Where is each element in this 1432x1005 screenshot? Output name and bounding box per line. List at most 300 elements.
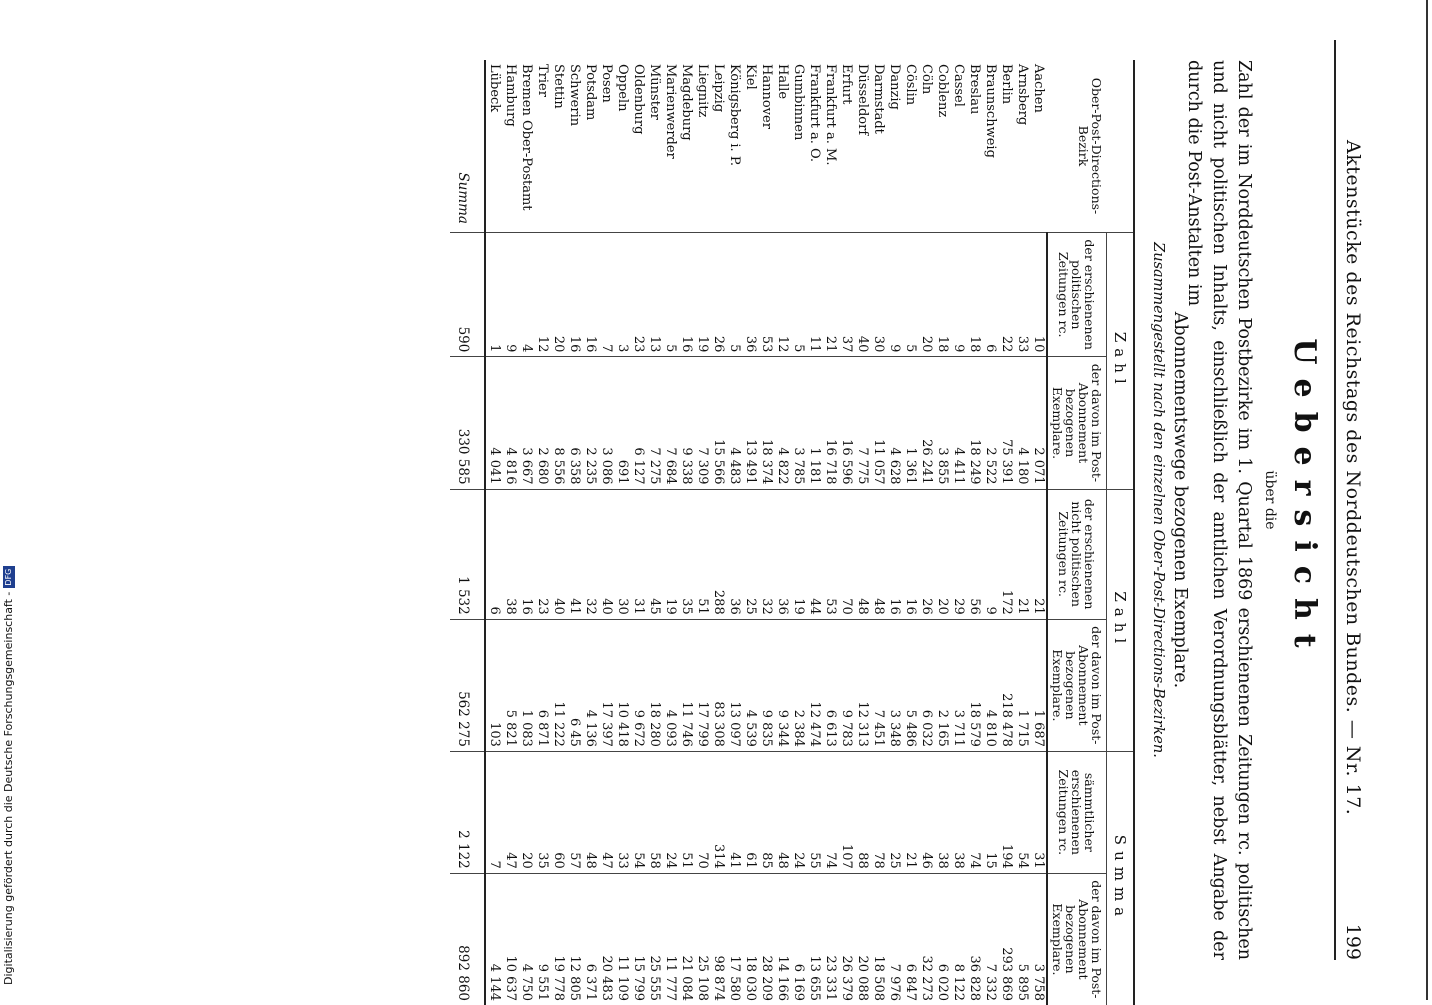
cell-c: 35 xyxy=(678,489,694,619)
cell-d: 3 348 xyxy=(886,619,902,751)
cell-b: 3 667 xyxy=(518,357,534,489)
district-name: Breslau xyxy=(967,64,982,115)
cell-a: 13 xyxy=(646,233,662,357)
cell-b: 16 718 xyxy=(822,357,838,489)
cell-d: 9 344 xyxy=(774,619,790,751)
district-name: Marienwerder xyxy=(663,64,678,159)
cell-f: 32 273 xyxy=(918,873,934,1005)
cell-e: 194 xyxy=(998,751,1014,873)
cell-b: 2 680 xyxy=(534,357,550,489)
cell-c: 31 xyxy=(630,489,646,619)
cell-f: 10 637 xyxy=(502,873,518,1005)
district-name: Gumbinnen xyxy=(791,64,806,141)
table-row xyxy=(966,60,982,1005)
cell-c: 41 xyxy=(566,489,582,619)
cell-b: 6 358 xyxy=(566,357,582,489)
cell-e: 46 xyxy=(918,751,934,873)
cell-b: 8 556 xyxy=(550,357,566,489)
district-name: Cassel xyxy=(951,64,966,107)
cell-c: 19 xyxy=(790,489,806,619)
cell-e: 74 xyxy=(822,751,838,873)
cell-e: 41 xyxy=(726,751,742,873)
cell-f: 21 084 xyxy=(678,873,694,1005)
cell-d: 6 032 xyxy=(918,619,934,751)
cell-a: 9 xyxy=(502,233,518,357)
cell-e: 33 xyxy=(614,751,630,873)
cell-d: 17 799 xyxy=(694,619,710,751)
cell-f: 18 508 xyxy=(870,873,886,1005)
table-row xyxy=(726,60,742,1005)
cell-d: 12 474 xyxy=(806,619,822,751)
cell-a: 9 xyxy=(950,233,966,357)
table-row xyxy=(518,60,534,1005)
cell-f: 11 777 xyxy=(662,873,678,1005)
sum-label: Summa xyxy=(450,60,485,233)
description-end: Abonnementswege bezogenen Exemplare. xyxy=(1170,311,1190,689)
cell-a: 12 xyxy=(534,233,550,357)
cell-f: 6 371 xyxy=(582,873,598,1005)
cell-d: 103 xyxy=(485,619,502,751)
cell-d: 2 384 xyxy=(790,619,806,751)
cell-a: 19 xyxy=(694,233,710,357)
cell-c: 19 xyxy=(662,489,678,619)
cell-c: 9 xyxy=(982,489,998,619)
district-name: Berlin xyxy=(999,64,1014,105)
table-row xyxy=(774,60,790,1005)
cell-d: 4 810 xyxy=(982,619,998,751)
district-name: Frankfurt a. O. xyxy=(807,64,822,163)
header-group-total: Summa xyxy=(1107,751,1135,1005)
cell-e: 24 xyxy=(662,751,678,873)
table-row xyxy=(902,60,918,1005)
cell-d: 2 165 xyxy=(934,619,950,751)
cell-d: 12 313 xyxy=(854,619,870,751)
cell-a: 1 xyxy=(485,233,502,357)
cell-c: 21 xyxy=(1014,489,1030,619)
header-col-b: der davon im Post-Abonnement bezogenen Exemplare. xyxy=(1047,357,1107,489)
table-row xyxy=(502,60,518,1005)
cell-b: 4 822 xyxy=(774,357,790,489)
district-name: Trier xyxy=(535,64,550,97)
table-row xyxy=(790,60,806,1005)
district-name: Danzig xyxy=(887,64,902,110)
cell-b: 7 275 xyxy=(646,357,662,489)
table-row xyxy=(694,60,710,1005)
cell-b: 15 566 xyxy=(710,357,726,489)
cell-b: 691 xyxy=(614,357,630,489)
cell-f: 17 580 xyxy=(726,873,742,1005)
table-row xyxy=(662,60,678,1005)
table-row xyxy=(646,60,662,1005)
district-name: Leipzig xyxy=(711,64,726,113)
district-name: Kiel xyxy=(743,64,758,90)
cell-b: 4 180 xyxy=(1014,357,1030,489)
cell-f: 25 555 xyxy=(646,873,662,1005)
cell-d: 4 136 xyxy=(582,619,598,751)
cell-f: 23 331 xyxy=(822,873,838,1005)
cell-d: 1 083 xyxy=(518,619,534,751)
cell-b: 4 816 xyxy=(502,357,518,489)
cell-f: 19 778 xyxy=(550,873,566,1005)
cell-b: 16 596 xyxy=(838,357,854,489)
cell-f: 26 379 xyxy=(838,873,854,1005)
table-row xyxy=(566,60,582,1005)
cell-a: 11 xyxy=(806,233,822,357)
table-row xyxy=(982,60,998,1005)
cell-f: 6 020 xyxy=(934,873,950,1005)
district-name: Stettin xyxy=(551,64,566,109)
cell-e: 20 xyxy=(518,751,534,873)
table-row xyxy=(934,60,950,1005)
district-name: Schwerin xyxy=(567,64,582,127)
district-name: Oppeln xyxy=(615,64,630,112)
cell-e: 314 xyxy=(710,751,726,873)
cell-e: 74 xyxy=(966,751,982,873)
cell-e: 47 xyxy=(598,751,614,873)
cell-f: 28 209 xyxy=(758,873,774,1005)
cell-f: 9 551 xyxy=(534,873,550,1005)
table-row xyxy=(550,60,566,1005)
header-group-nonpolitical: Zahl xyxy=(1107,489,1135,751)
cell-a: 5 xyxy=(790,233,806,357)
cell-a: 16 xyxy=(582,233,598,357)
header-col-a: der erschienenen politischen Zeitungen rc. xyxy=(1047,233,1107,357)
district-name: Düsseldorf xyxy=(855,64,870,136)
cell-a: 10 xyxy=(1030,233,1047,357)
cell-e: 107 xyxy=(838,751,854,873)
cell-c: 32 xyxy=(758,489,774,619)
cell-a: 9 xyxy=(886,233,902,357)
cell-b: 9 338 xyxy=(678,357,694,489)
sum-cell-e: 2 122 xyxy=(450,751,485,873)
cell-e: 31 xyxy=(1030,751,1047,873)
cell-a: 20 xyxy=(550,233,566,357)
cell-f: 18 030 xyxy=(742,873,758,1005)
credit-text: Digitalisierung gefördert durch die Deutsche Forschungsgemeinschaft - xyxy=(2,591,15,985)
cell-a: 33 xyxy=(1014,233,1030,357)
cell-c: 36 xyxy=(774,489,790,619)
cell-d: 18 280 xyxy=(646,619,662,751)
cell-b: 26 241 xyxy=(918,357,934,489)
header-title: Aktenstücke des Reichstags des Norddeutschen Bundes. — Nr. 17. xyxy=(1342,140,1364,816)
digitization-credit xyxy=(2,562,15,985)
table-row xyxy=(710,60,726,1005)
table-row xyxy=(854,60,870,1005)
cell-e: 58 xyxy=(646,751,662,873)
table-row xyxy=(678,60,694,1005)
cell-d: 17 397 xyxy=(598,619,614,751)
district-name: Hannover xyxy=(759,64,774,129)
cell-f: 14 166 xyxy=(774,873,790,1005)
cell-e: 15 xyxy=(982,751,998,873)
cell-c: 40 xyxy=(550,489,566,619)
cell-f: 8 122 xyxy=(950,873,966,1005)
sum-cell-a: 590 xyxy=(450,233,485,357)
table-row xyxy=(598,60,614,1005)
cell-c: 45 xyxy=(646,489,662,619)
cell-d: 9 783 xyxy=(838,619,854,751)
cell-c: 56 xyxy=(966,489,982,619)
cell-f: 4 144 xyxy=(485,873,502,1005)
table-row xyxy=(918,60,934,1005)
cell-e: 48 xyxy=(582,751,598,873)
district-name: Posen xyxy=(599,64,614,103)
sum-cell-c: 1 532 xyxy=(450,489,485,619)
cell-c: 20 xyxy=(934,489,950,619)
district-name: Magdeburg xyxy=(679,64,694,141)
cell-e: 88 xyxy=(854,751,870,873)
cell-b: 7 775 xyxy=(854,357,870,489)
table-row xyxy=(886,60,902,1005)
header-group-political: Zahl xyxy=(1107,233,1135,490)
cell-d: 218 478 xyxy=(998,619,1014,751)
cell-d: 1 687 xyxy=(1030,619,1047,751)
cell-c: 44 xyxy=(806,489,822,619)
cell-d: 11 222 xyxy=(550,619,566,751)
district-name: Arnsberg xyxy=(1015,64,1030,126)
table-row xyxy=(630,60,646,1005)
page-number: 199 xyxy=(1342,923,1364,960)
sum-cell-d: 562 275 xyxy=(450,619,485,751)
header-rule xyxy=(1334,40,1336,960)
cell-a: 5 xyxy=(662,233,678,357)
cell-a: 18 xyxy=(934,233,950,357)
district-name: Bremen Ober-Postamt xyxy=(519,64,534,211)
cell-c: 29 xyxy=(950,489,966,619)
cell-c: 51 xyxy=(694,489,710,619)
title-connector: über die xyxy=(1262,470,1278,530)
cell-e: 38 xyxy=(950,751,966,873)
cell-d: 6 613 xyxy=(822,619,838,751)
cell-f: 7 976 xyxy=(886,873,902,1005)
cell-f: 6 847 xyxy=(902,873,918,1005)
document-title: Uebersicht xyxy=(1287,338,1322,662)
cell-e: 70 xyxy=(694,751,710,873)
cell-f: 98 874 xyxy=(710,873,726,1005)
cell-b: 7 309 xyxy=(694,357,710,489)
cell-f: 6 169 xyxy=(790,873,806,1005)
cell-a: 40 xyxy=(854,233,870,357)
cell-a: 5 xyxy=(726,233,742,357)
cell-a: 22 xyxy=(998,233,1014,357)
cell-e: 21 xyxy=(902,751,918,873)
cell-e: 25 xyxy=(886,751,902,873)
cell-b: 4 628 xyxy=(886,357,902,489)
cell-f: 13 655 xyxy=(806,873,822,1005)
table-row xyxy=(534,60,550,1005)
table-row xyxy=(758,60,774,1005)
cell-e: 61 xyxy=(742,751,758,873)
description: Zahl der im Norddeutschen Postbezirke im 1. Quartal 1869 erschienenen Zeitungen rc. politischen und nicht politischen Inhalts, einschließlich der amtlichen Verordnungsblätter, nebst Angabe der durch die Post-Anstalten im xyxy=(1184,60,1254,960)
cell-b: 3 785 xyxy=(790,357,806,489)
cell-c: 40 xyxy=(598,489,614,619)
district-name: Potsdam xyxy=(583,64,598,121)
district-name: Erfurt xyxy=(839,64,854,105)
cell-b: 4 041 xyxy=(485,357,502,489)
cell-d: 3 711 xyxy=(950,619,966,751)
cell-d: 1 715 xyxy=(1014,619,1030,751)
district-name: Halle xyxy=(775,64,790,100)
table-row xyxy=(582,60,598,1005)
cell-d: 5 486 xyxy=(902,619,918,751)
cell-a: 37 xyxy=(838,233,854,357)
cell-c: 48 xyxy=(854,489,870,619)
table-body xyxy=(450,60,1047,1005)
cell-e: 54 xyxy=(630,751,646,873)
table-row xyxy=(614,60,630,1005)
cell-f: 12 805 xyxy=(566,873,582,1005)
header-district: Ober-Post-Directions-Bezirk xyxy=(1047,60,1134,233)
cell-c: 21 xyxy=(1030,489,1047,619)
cell-b: 13 491 xyxy=(742,357,758,489)
cell-c: 26 xyxy=(918,489,934,619)
header-col-c: der erschienenen nicht politischen Zeitungen rc. xyxy=(1047,489,1107,619)
cell-d: 10 418 xyxy=(614,619,630,751)
district-name: Oldenburg xyxy=(631,64,646,135)
cell-b: 18 374 xyxy=(758,357,774,489)
cell-a: 16 xyxy=(678,233,694,357)
cell-e: 78 xyxy=(870,751,886,873)
cell-e: 54 xyxy=(1014,751,1030,873)
cell-c: 25 xyxy=(742,489,758,619)
cell-d: 18 579 xyxy=(966,619,982,751)
district-name: Cöln xyxy=(919,64,934,95)
compilation-note: Zusammengestellt nach den einzelnen Ober-Post-Directions-Bezirken. xyxy=(1150,242,1166,758)
cell-d: 4 539 xyxy=(742,619,758,751)
running-header xyxy=(1338,40,1366,960)
header-col-f: der davon im Post-Abonnement bezogenen Exemplare. xyxy=(1047,873,1107,1005)
cell-e: 85 xyxy=(758,751,774,873)
cell-e: 38 xyxy=(934,751,950,873)
cell-f: 7 332 xyxy=(982,873,998,1005)
cell-a: 18 xyxy=(966,233,982,357)
page-edge xyxy=(1426,0,1428,1000)
cell-c: 288 xyxy=(710,489,726,619)
district-name: Liegnitz xyxy=(695,64,710,118)
district-name: Cöslin xyxy=(903,64,918,106)
cell-f: 25 108 xyxy=(694,873,710,1005)
cell-b: 4 483 xyxy=(726,357,742,489)
cell-c: 16 xyxy=(902,489,918,619)
cell-f: 20 483 xyxy=(598,873,614,1005)
district-name: Coblenz xyxy=(935,64,950,118)
table-row xyxy=(870,60,886,1005)
cell-c: 16 xyxy=(518,489,534,619)
table-header xyxy=(1047,60,1134,1005)
cell-d: 6 871 xyxy=(534,619,550,751)
district-name: Braunschweig xyxy=(983,64,998,158)
district-name: Hamburg xyxy=(503,64,518,127)
cell-a: 3 xyxy=(614,233,630,357)
cell-a: 23 xyxy=(630,233,646,357)
cell-a: 36 xyxy=(742,233,758,357)
cell-c: 32 xyxy=(582,489,598,619)
sum-cell-b: 330 585 xyxy=(450,357,485,489)
cell-c: 16 xyxy=(886,489,902,619)
cell-a: 30 xyxy=(870,233,886,357)
table-row xyxy=(742,60,758,1005)
district-name: Lübeck xyxy=(487,64,502,113)
cell-a: 12 xyxy=(774,233,790,357)
cell-e: 7 xyxy=(485,751,502,873)
cell-b: 18 249 xyxy=(966,357,982,489)
cell-e: 60 xyxy=(550,751,566,873)
cell-a: 26 xyxy=(710,233,726,357)
district-name: Aachen xyxy=(1031,64,1047,113)
district-name: Königsberg i. P. xyxy=(727,64,742,167)
cell-f: 11 109 xyxy=(614,873,630,1005)
header-col-d: der davon im Post-Abonnement bezogenen Exemplare. xyxy=(1047,619,1107,751)
cell-b: 1 181 xyxy=(806,357,822,489)
dfg-logo: DFG xyxy=(3,566,15,588)
sum-cell-f: 892 860 xyxy=(450,873,485,1005)
cell-f: 3 758 xyxy=(1030,873,1047,1005)
cell-e: 35 xyxy=(534,751,550,873)
cell-a: 21 xyxy=(822,233,838,357)
district-name: Frankfurt a. M. xyxy=(823,64,838,166)
cell-d: 13 097 xyxy=(726,619,742,751)
cell-b: 6 127 xyxy=(630,357,646,489)
cell-e: 57 xyxy=(566,751,582,873)
cell-f: 4 750 xyxy=(518,873,534,1005)
cell-c: 23 xyxy=(534,489,550,619)
table-row xyxy=(1030,60,1047,1005)
sum-row xyxy=(450,60,485,1005)
statistics-table xyxy=(450,60,1135,1005)
cell-b: 3 855 xyxy=(934,357,950,489)
cell-f: 5 895 xyxy=(1014,873,1030,1005)
cell-d: 7 451 xyxy=(870,619,886,751)
cell-d: 5 821 xyxy=(502,619,518,751)
cell-a: 5 xyxy=(902,233,918,357)
cell-b: 4 411 xyxy=(950,357,966,489)
cell-f: 15 799 xyxy=(630,873,646,1005)
cell-b: 2 071 xyxy=(1030,357,1047,489)
cell-c: 48 xyxy=(870,489,886,619)
cell-a: 7 xyxy=(598,233,614,357)
table-row xyxy=(838,60,854,1005)
cell-e: 48 xyxy=(774,751,790,873)
table-row xyxy=(822,60,838,1005)
cell-b: 1 361 xyxy=(902,357,918,489)
cell-f: 20 088 xyxy=(854,873,870,1005)
cell-c: 53 xyxy=(822,489,838,619)
cell-c: 6 xyxy=(485,489,502,619)
cell-c: 38 xyxy=(502,489,518,619)
cell-d: 4 093 xyxy=(662,619,678,751)
cell-b: 2 522 xyxy=(982,357,998,489)
cell-e: 55 xyxy=(806,751,822,873)
table-row xyxy=(485,60,502,1005)
cell-b: 75 391 xyxy=(998,357,1014,489)
cell-b: 2 235 xyxy=(582,357,598,489)
cell-a: 16 xyxy=(566,233,582,357)
cell-a: 4 xyxy=(518,233,534,357)
cell-e: 24 xyxy=(790,751,806,873)
district-name: Münster xyxy=(647,64,662,120)
cell-f: 293 869 xyxy=(998,873,1014,1005)
district-name: Darmstadt xyxy=(871,64,886,134)
cell-c: 30 xyxy=(614,489,630,619)
cell-c: 36 xyxy=(726,489,742,619)
cell-e: 47 xyxy=(502,751,518,873)
cell-c: 70 xyxy=(838,489,854,619)
cell-c: 172 xyxy=(998,489,1014,619)
cell-a: 20 xyxy=(918,233,934,357)
cell-b: 3 086 xyxy=(598,357,614,489)
table-row xyxy=(998,60,1014,1005)
cell-f: 36 828 xyxy=(966,873,982,1005)
